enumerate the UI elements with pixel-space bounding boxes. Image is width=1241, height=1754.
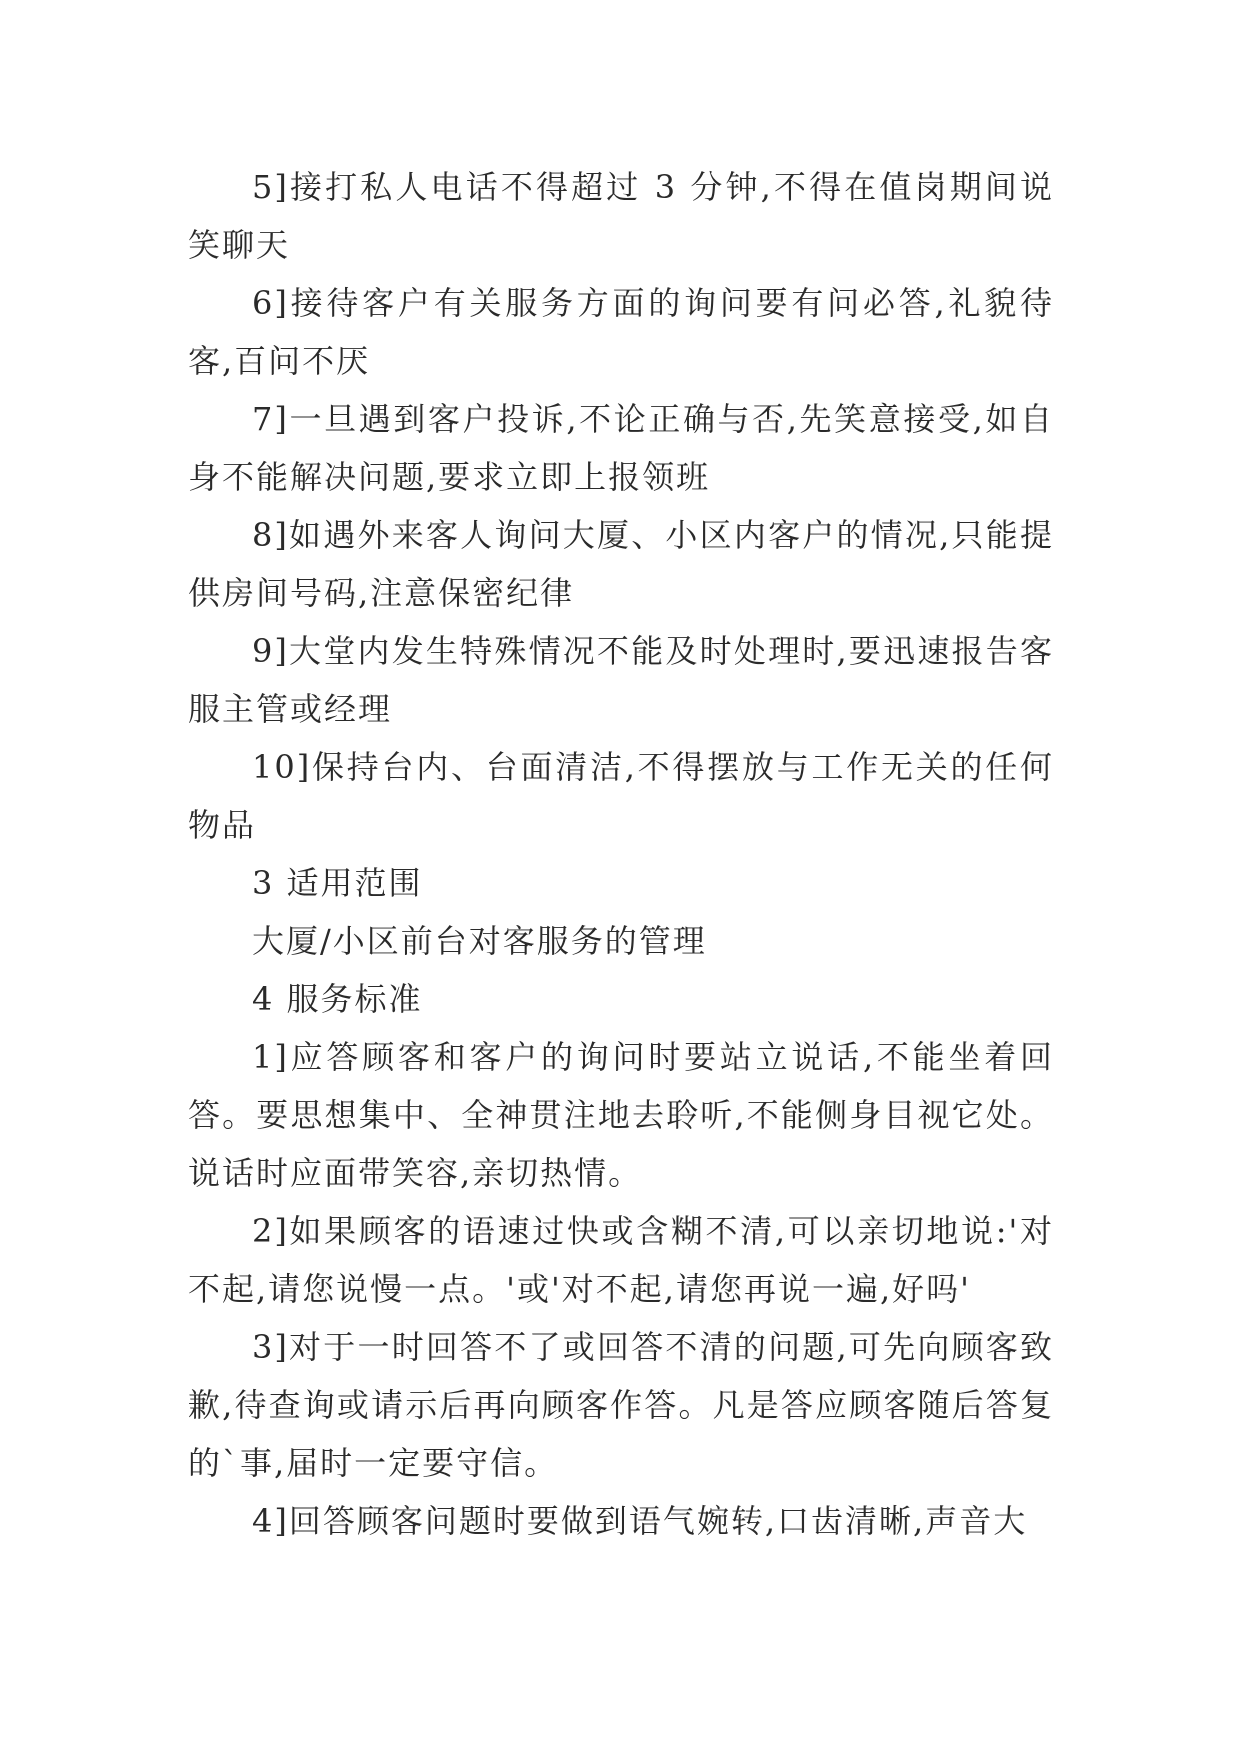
standard-item-4: 4]回答顾客问题时要做到语气婉转,口齿清晰,声音大	[252, 1502, 1028, 1540]
rule-item-6: 6]接待客户有关服务方面的询问要有问必答,礼貌待客,百问不厌	[188, 284, 1054, 380]
section-heading-scope: 3 适用范围	[252, 864, 423, 902]
rule-item-8: 8]如遇外来客人询问大厦、小区内客户的情况,只能提供房间号码,注意保密纪律	[188, 516, 1054, 612]
rule-item-5: 5]接打私人电话不得超过 3 分钟,不得在值岗期间说笑聊天	[188, 168, 1054, 264]
document-body	[188, 158, 1054, 1550]
rule-item-7: 7]一旦遇到客户投诉,不论正确与否,先笑意接受,如自身不能解决问题,要求立即上报领班	[188, 400, 1054, 496]
scope-text: 大厦/小区前台对客服务的管理	[252, 922, 707, 960]
standard-item-1: 1]应答顾客和客户的询问时要站立说话,不能坐着回答。要思想集中、全神贯注地去聆听,不能侧身目视它处。说话时应面带笑容,亲切热情。	[188, 1038, 1054, 1192]
section-heading-standards: 4 服务标准	[252, 980, 423, 1018]
standard-item-3: 3]对于一时回答不了或回答不清的问题,可先向顾客致歉,待查询或请示后再向顾客作答。凡是答应顾客随后答复的`事,届时一定要守信。	[188, 1328, 1054, 1482]
rule-item-10: 10]保持台内、台面清洁,不得摆放与工作无关的任何物品	[188, 748, 1054, 844]
rule-item-9: 9]大堂内发生特殊情况不能及时处理时,要迅速报告客服主管或经理	[188, 632, 1054, 728]
standard-item-2: 2]如果顾客的语速过快或含糊不清,可以亲切地说:'对不起,请您说慢一点。'或'对不起,请您再说一遍,好吗'	[188, 1212, 1054, 1308]
